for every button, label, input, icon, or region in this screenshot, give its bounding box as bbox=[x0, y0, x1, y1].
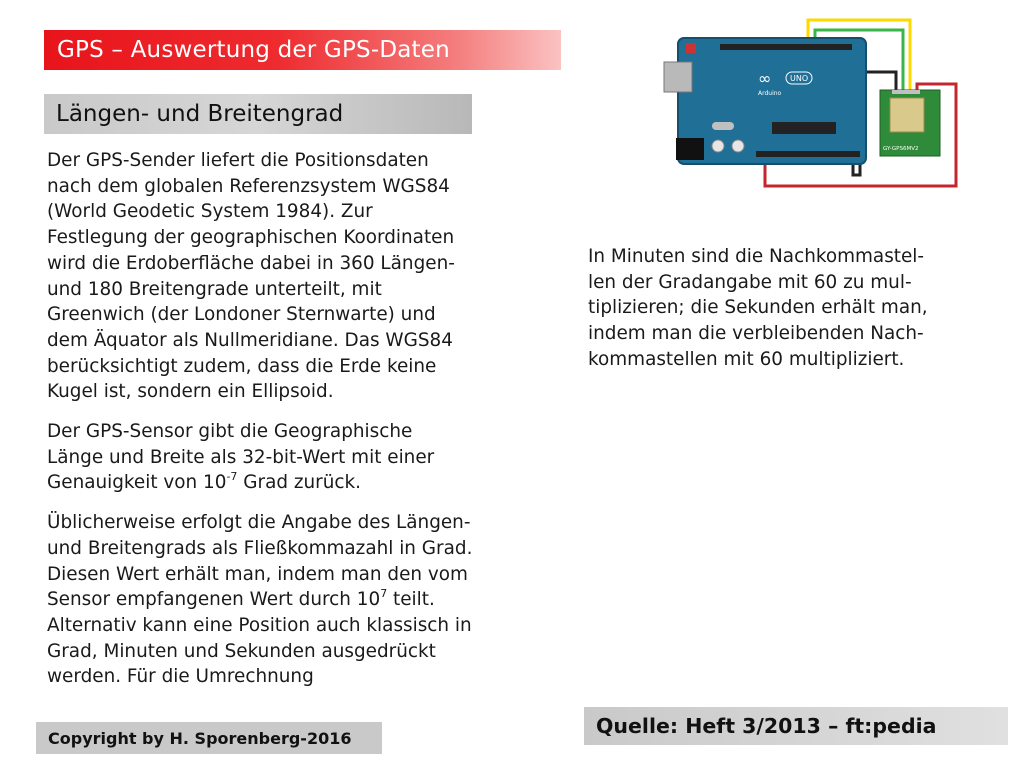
infinity-logo-icon: ∞ bbox=[758, 69, 772, 88]
text-fragment: Grad zurück. bbox=[237, 472, 362, 494]
text-line: Alternativ kann eine Position auch klassisch in bbox=[47, 614, 472, 636]
text-line: indem man die verbleibenden Nach- bbox=[588, 323, 924, 345]
text-line: wird die Erdoberfläche dabei in 360 Längen- bbox=[47, 252, 455, 274]
text-line: nach dem globalen Referenzsystem WGS84 bbox=[47, 175, 450, 197]
text-fragment: Genauigkeit von 10 bbox=[47, 472, 227, 494]
capacitor bbox=[712, 140, 724, 152]
power-jack bbox=[676, 138, 704, 160]
exponent: -7 bbox=[226, 470, 238, 484]
text-line bbox=[47, 470, 547, 496]
text-line: Festlegung der geographischen Koordinaten bbox=[47, 227, 455, 249]
text-line: In Minuten sind die Nachkommastel- bbox=[588, 246, 925, 267]
text-line: Greenwich (der Londoner Sternwarte) und bbox=[47, 304, 436, 326]
text-line: berücksichtigt zudem, dass die Erde keine bbox=[47, 355, 437, 377]
text-fragment: Sensor empfangenen Wert durch 10 bbox=[47, 589, 381, 611]
text-line: dem Äquator als Nullmeridiane. Das WGS84 bbox=[47, 329, 453, 351]
wiring-svg bbox=[660, 10, 970, 195]
usb-port bbox=[664, 62, 692, 92]
crystal bbox=[712, 122, 734, 130]
arduino-board bbox=[678, 38, 866, 164]
gps-module-label: GY-GPS6MV2 bbox=[883, 146, 919, 152]
minutes-seconds-note bbox=[588, 244, 1008, 373]
text-line: Diesen Wert erhält man, indem man den vom bbox=[47, 563, 468, 585]
copyright-bar bbox=[36, 722, 382, 754]
paragraph-wgs84 bbox=[47, 148, 547, 405]
reset-button bbox=[686, 43, 696, 53]
text-line: (World Geodetic System 1984). Zur bbox=[47, 201, 373, 223]
slide-title: GPS – Auswertung der GPS-Daten bbox=[57, 37, 450, 63]
header-bottom bbox=[756, 151, 860, 157]
board-logo: UNO bbox=[790, 74, 809, 83]
text-line: Der GPS-Sensor gibt die Geographische bbox=[47, 421, 413, 443]
text-line: Kugel ist, sondern ein Ellipsoid. bbox=[47, 381, 334, 403]
copyright-text: Copyright by H. Sporenberg-2016 bbox=[48, 728, 352, 748]
board-brand: Arduino bbox=[758, 90, 782, 97]
slide-title-bar bbox=[44, 30, 561, 70]
text-line: Üblicherweise erfolgt die Angabe des Längen- bbox=[47, 512, 471, 534]
exponent: 7 bbox=[380, 587, 388, 601]
body-text bbox=[47, 148, 547, 704]
gps-antenna-chip bbox=[890, 98, 924, 132]
text-line: werden. Für die Umrechnung bbox=[47, 666, 314, 688]
text-line: und 180 Breitengrade unterteilt, mit bbox=[47, 278, 382, 300]
paragraph-sensor-precision bbox=[47, 419, 547, 496]
arduino-gps-wiring-diagram bbox=[660, 10, 970, 195]
source-text: Quelle: Heft 3/2013 – ft:pedia bbox=[596, 714, 937, 738]
text-line bbox=[47, 587, 547, 613]
text-line: Grad, Minuten und Sekunden ausgedrückt bbox=[47, 640, 436, 662]
microcontroller-chip bbox=[772, 122, 836, 134]
slide-subtitle-bar bbox=[44, 94, 472, 134]
text-line: Der GPS-Sender liefert die Positionsdaten bbox=[47, 150, 429, 171]
gps-module-pins bbox=[892, 90, 920, 94]
text-line: kommastellen mit 60 multipliziert. bbox=[588, 348, 905, 370]
slide-subtitle: Längen- und Breitengrad bbox=[56, 101, 344, 127]
text-fragment: teilt. bbox=[387, 589, 435, 611]
header-top bbox=[720, 44, 852, 50]
paragraph-float-conversion bbox=[47, 510, 547, 690]
source-bar bbox=[584, 707, 1008, 745]
text-line: tiplizieren; die Sekunden erhält man, bbox=[588, 297, 928, 319]
capacitor bbox=[732, 140, 744, 152]
text-line: len der Gradangabe mit 60 zu mul- bbox=[588, 271, 912, 293]
text-line: und Breitengrads als Fließkommazahl in Grad. bbox=[47, 537, 473, 559]
text-line: Länge und Breite als 32-bit-Wert mit einer bbox=[47, 446, 435, 468]
